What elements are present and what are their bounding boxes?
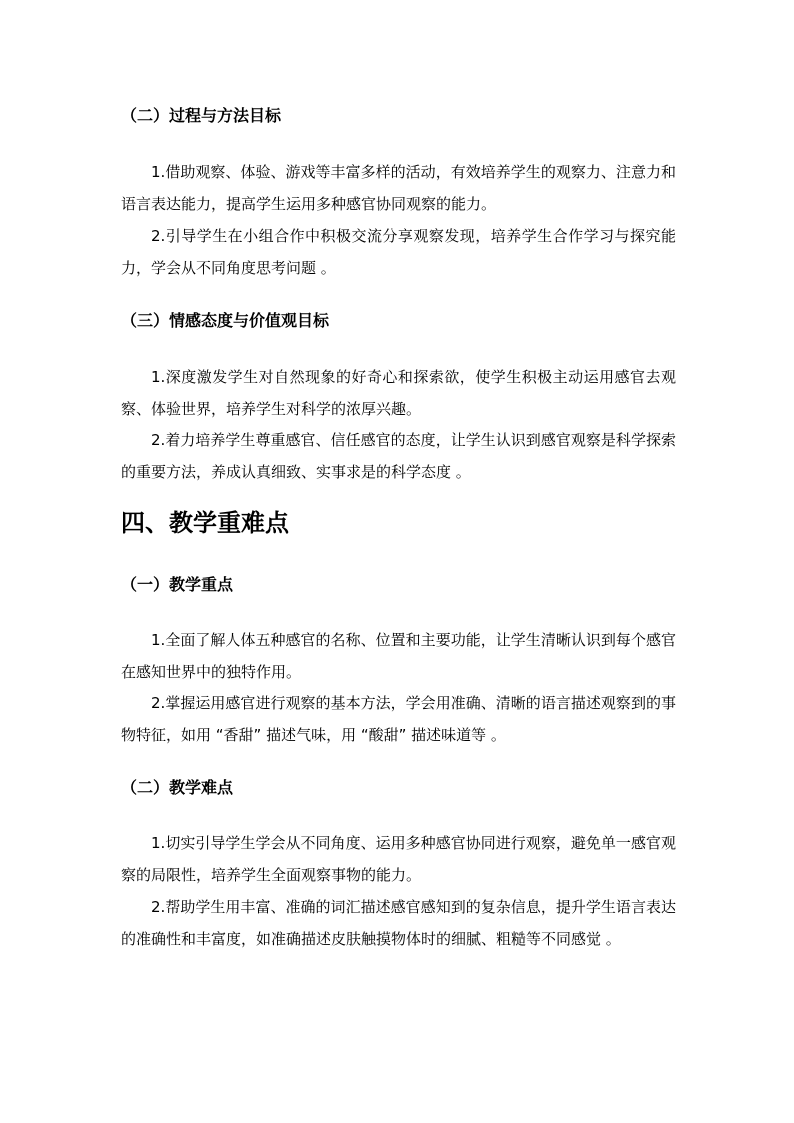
difficult-points-item-1: 1.切实引导学生学会从不同角度、运用多种感官协同进行观察，避免单一感官观察的局限性，培养学生全面观察事物的能力。 — [121, 834, 676, 884]
heading-process-method: （二）过程与方法目标 — [121, 106, 282, 125]
key-points-item-1: 1.全面了解人体五种感官的名称、位置和主要功能，让学生清晰认识到每个感官在感知世界中的独特作用。 — [121, 631, 676, 681]
heading-key-points: （一）教学重点 — [121, 575, 234, 594]
difficult-points-item-2: 2.帮助学生用丰富、准确的词汇描述感官感知到的复杂信息，提升学生语言表达的准确性和丰富度，如准确描述皮肤触摸物体时的细腻、粗糙等不同感觉 。 — [121, 898, 676, 948]
process-method-item-2: 2.引导学生在小组合作中积极交流分享观察发现，培养学生合作学习与探究能力，学会从不同角度思考问题 。 — [121, 227, 676, 277]
heading-difficult-points: （二）教学难点 — [121, 778, 234, 797]
heading-emotion-values: （三）情感态度与价值观目标 — [121, 311, 330, 330]
emotion-values-item-2: 2.着力培养学生尊重感官、信任感官的态度，让学生认识到感官观察是科学探索的重要方法，养成认真细致、实事求是的科学态度 。 — [121, 431, 676, 481]
key-points-item-2: 2.掌握运用感官进行观察的基本方法，学会用准确、清晰的语言描述观察到的事物特征，如用 “香甜” 描述气味，用 “酸甜” 描述味道等 。 — [121, 694, 676, 744]
process-method-item-1: 1.借助观察、体验、游戏等丰富多样的活动，有效培养学生的观察力、注意力和语言表达能力，提高学生运用多种感官协同观察的能力。 — [121, 163, 676, 213]
heading-key-difficult: 四、教学重难点 — [121, 509, 289, 537]
emotion-values-item-1: 1.深度激发学生对自然现象的好奇心和探索欲，使学生积极主动运用感官去观察、体验世界，培养学生对科学的浓厚兴趣。 — [121, 368, 676, 418]
